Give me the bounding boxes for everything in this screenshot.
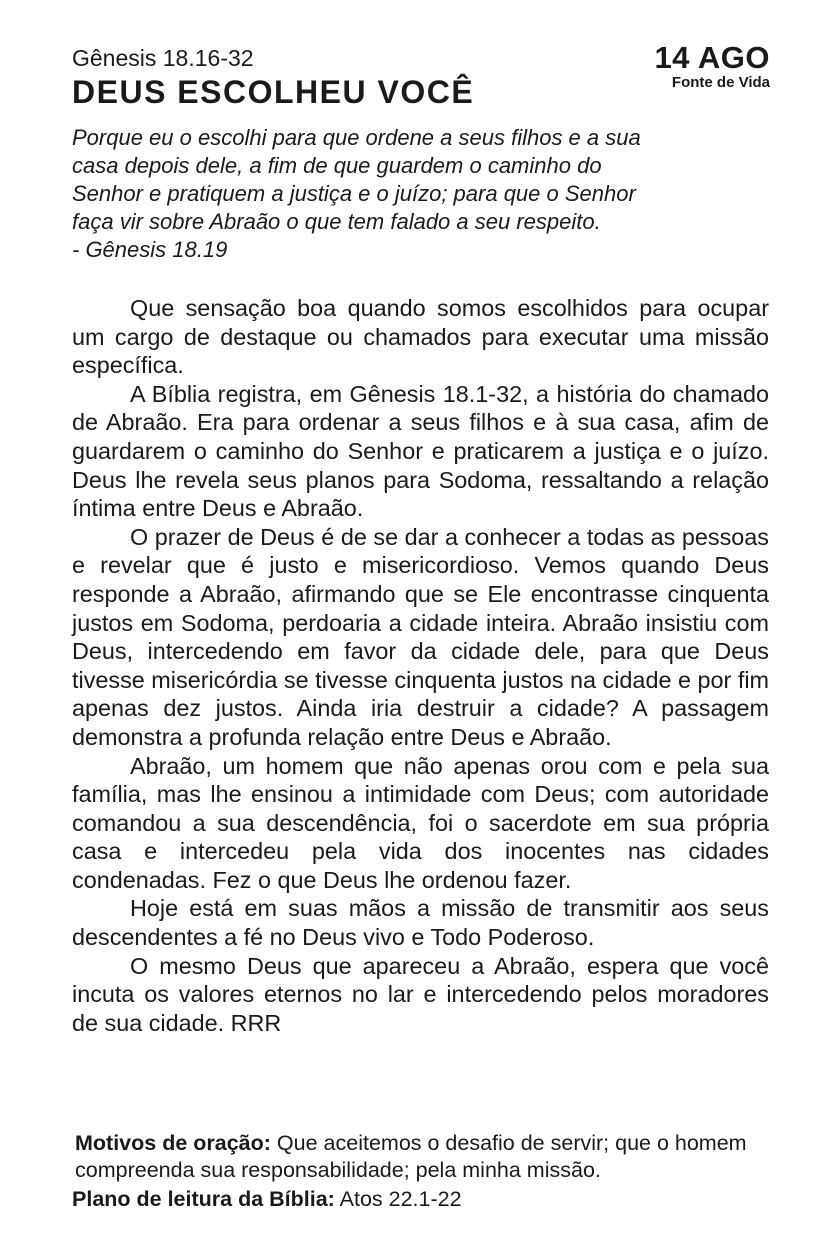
body-paragraph: O prazer de Deus é de se dar a conhecer a todas as pessoas e revelar que é justo e misericordioso. Vemos quando Deus responde a Abraão, afirmando que se Ele encontrasse cinquenta justos em Sodoma, perdoaria a cidade inteira. Abraão insistiu com Deus, intercedendo em favor da cidade dele, para que Deus tivesse misericórdia se tivesse cinquenta justos na cidade e por fim apenas dez justos. Ainda iria destruir a cidade? A passagem demonstra a profunda relação entre Deus e Abraão. [72,523,769,750]
verse-line: casa depois dele, a fim de que guardem o caminho do [72,153,602,178]
body-paragraph: Hoje está em suas mãos a missão de transmitir aos seus descendentes a fé no Deus vivo e Todo Poderoso. [72,895,769,951]
verse-line: Senhor e pratiquem a justiça e o juízo; para que o Senhor [72,181,636,206]
devotional-body [72,294,769,1037]
scripture-reference: Gênesis 18.16-32 [72,45,254,71]
date-label: 14 AGO [654,40,770,75]
prayer-text: Que aceitemos o desafio de servir; que o homem compreenda sua responsabilidade; pela minha missão. [75,1131,747,1182]
prayer-topics [72,1130,772,1184]
body-paragraph: Que sensação boa quando somos escolhidos para ocupar um cargo de destaque ou chamados para executar uma missão específica. [72,295,769,379]
body-paragraph: A Bíblia registra, em Gênesis 18.1-32, a história do chamado de Abraão. Era para ordenar a seus filhos e à sua casa, afim de guardarem o caminho do Senhor e praticarem a justiça e o juízo. Deus lhe revela seus planos para Sodoma, ressaltando a relação íntima entre Deus e Abraão. [72,380,769,522]
reading-plan [72,1186,772,1213]
reading-plan-label: Plano de leitura da Bíblia: [72,1187,335,1211]
reading-plan-text: Atos 22.1-22 [339,1187,462,1211]
verse-line: Porque eu o escolhi para que ordene a seus filhos e a sua [72,125,641,150]
body-paragraph: Abraão, um homem que não apenas orou com e pela sua família, mas lhe ensinou a intimidade com Deus; com autoridade comandou a sua descendência, foi o sacerdote em sua própria casa e intercedeu pela vida dos inocentes nas cidades condenadas. Fez o que Deus lhe ordenou fazer. [72,752,769,893]
verse-citation: - Gênesis 18.19 [72,237,228,262]
body-paragraph: O mesmo Deus que apareceu a Abraão, espera que você incuta os valores eternos no lar e intercedendo pelos moradores de sua cidade. RRR [72,952,769,1036]
page-header [72,40,772,114]
key-verse [72,124,762,264]
prayer-label: Motivos de oração: [75,1131,271,1155]
source-label: Fonte de Vida [671,74,770,91]
page-title: DEUS ESCOLHEU VOCÊ [72,74,475,110]
page-footer [72,1130,772,1213]
verse-line: faça vir sobre Abraão o que tem falado a seu respeito. [72,209,601,234]
